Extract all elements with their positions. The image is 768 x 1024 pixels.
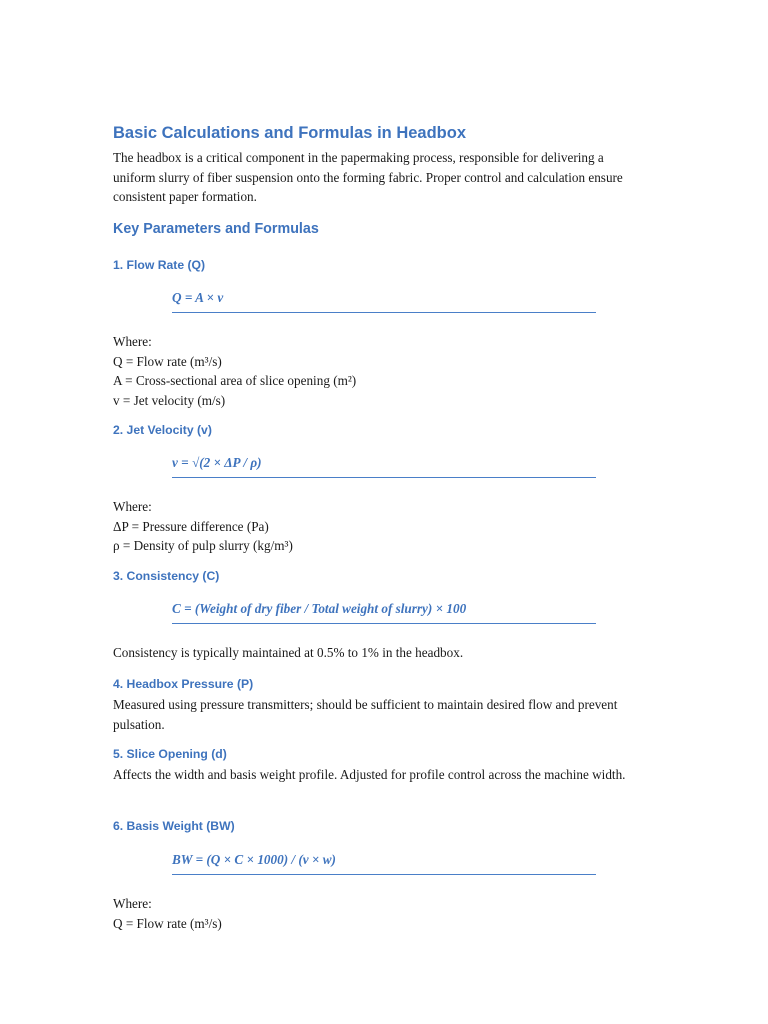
jet-velocity-formula: v = √(2 × ΔP / ρ) xyxy=(172,455,596,478)
slice-opening-text: Affects the width and basis weight profile. Adjusted for profile control across the machine width. xyxy=(113,767,626,782)
headbox-pressure-text: Measured using pressure transmitters; should be sufficient to maintain desired flow and prevent pulsation. xyxy=(113,697,618,732)
definition-line: ΔP = Pressure difference (Pa) xyxy=(113,518,269,534)
definition-line: Q = Flow rate (m³/s) xyxy=(113,353,222,369)
consistency-note xyxy=(113,643,643,663)
consistency-heading: 3. Consistency (C) xyxy=(113,569,220,583)
headbox-pressure-heading: 4. Headbox Pressure (P) xyxy=(113,677,254,691)
flow-rate-definitions xyxy=(113,332,643,410)
section-heading: Key Parameters and Formulas xyxy=(113,221,319,237)
flow-rate-heading: 1. Flow Rate (Q) xyxy=(113,258,206,272)
jet-velocity-definitions xyxy=(113,497,643,556)
definition-line: Where: xyxy=(113,896,152,911)
consistency-formula: C = (Weight of dry fiber / Total weight of slurry) × 100 xyxy=(172,601,596,624)
note-line: Consistency is typically maintained at 0.5% to 1% in the headbox. xyxy=(113,645,464,660)
definition-line: Q = Flow rate (m³/s) xyxy=(113,915,222,931)
definition-line: ρ = Density of pulp slurry (kg/m³) xyxy=(113,538,293,554)
flow-rate-formula: Q = A × v xyxy=(172,290,596,313)
basis-weight-formula: BW = (Q × C × 1000) / (v × w) xyxy=(172,852,596,875)
slice-opening-heading: 5. Slice Opening (d) xyxy=(113,747,227,761)
basis-weight-heading: 6. Basis Weight (BW) xyxy=(113,819,235,833)
document-title: Basic Calculations and Formulas in Headbox xyxy=(113,124,467,142)
definition-line: Where: xyxy=(113,499,152,514)
definition-line: Where: xyxy=(113,334,152,349)
intro-paragraph: The headbox is a critical component in the papermaking process, responsible for delivering a uniform slurry of fiber suspension onto the forming fabric. Proper control and calculation ensure consistent paper formation. xyxy=(113,150,623,205)
jet-velocity-heading: 2. Jet Velocity (v) xyxy=(113,423,212,437)
definition-line: v = Jet velocity (m/s) xyxy=(113,392,226,408)
basis-weight-definitions xyxy=(113,894,643,933)
definition-line: A = Cross-sectional area of slice opening (m²) xyxy=(113,373,357,389)
